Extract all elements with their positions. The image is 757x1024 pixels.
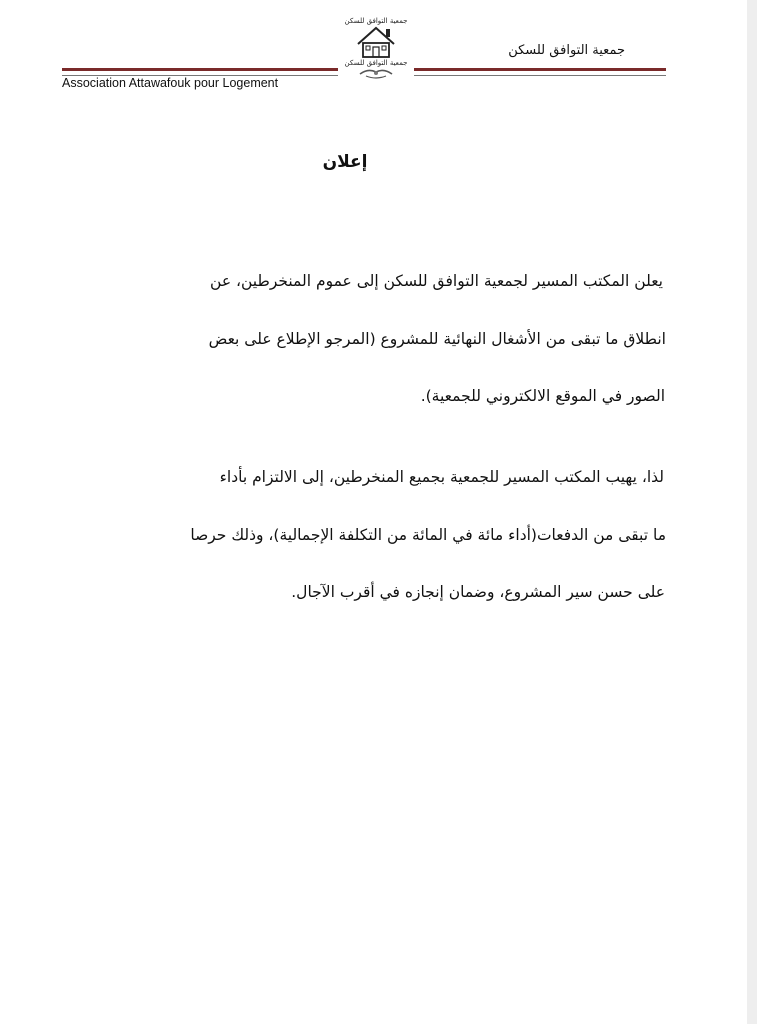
header-rule-left — [62, 68, 338, 76]
association-name-arabic: جمعية التوافق للسكن — [508, 43, 625, 58]
association-name-latin: Association Attawafouk pour Logement — [62, 76, 279, 90]
house-icon — [358, 28, 394, 57]
paragraph2-line3: على حسن سير المشروع، وضمان إنجازه في أقرب الآجال. — [291, 583, 665, 601]
handshake-icon — [360, 70, 392, 78]
logo-inner-text: جمعية التوافق للسكن — [344, 59, 408, 67]
logo-top-text: جمعية التوافق للسكن — [344, 17, 408, 25]
paragraph2-line2: ما تبقى من الدفعات(أداء مائة في المائة من التكلفة الإجمالية)، وذلك حرصا — [190, 526, 666, 544]
paragraph1-line3: الصور في الموقع الالكتروني للجمعية). — [420, 387, 665, 405]
page-edge — [747, 0, 757, 1024]
paragraph2-line1: لذا، يهيب المكتب المسير للجمعية بجميع المنخرطين، إلى الالتزام بأداء — [219, 468, 664, 486]
paragraph1-line2: انطلاق ما تبقى من الأشغال النهائية للمشروع (المرجو الإطلاع على بعض — [208, 330, 666, 348]
page-title: إعلان — [322, 152, 368, 172]
header-rule-right — [414, 68, 666, 76]
paragraph1-line1: يعلن المكتب المسير لجمعية التوافق للسكن إلى عموم المنخرطين، عن — [210, 272, 663, 290]
association-logo — [340, 14, 412, 84]
